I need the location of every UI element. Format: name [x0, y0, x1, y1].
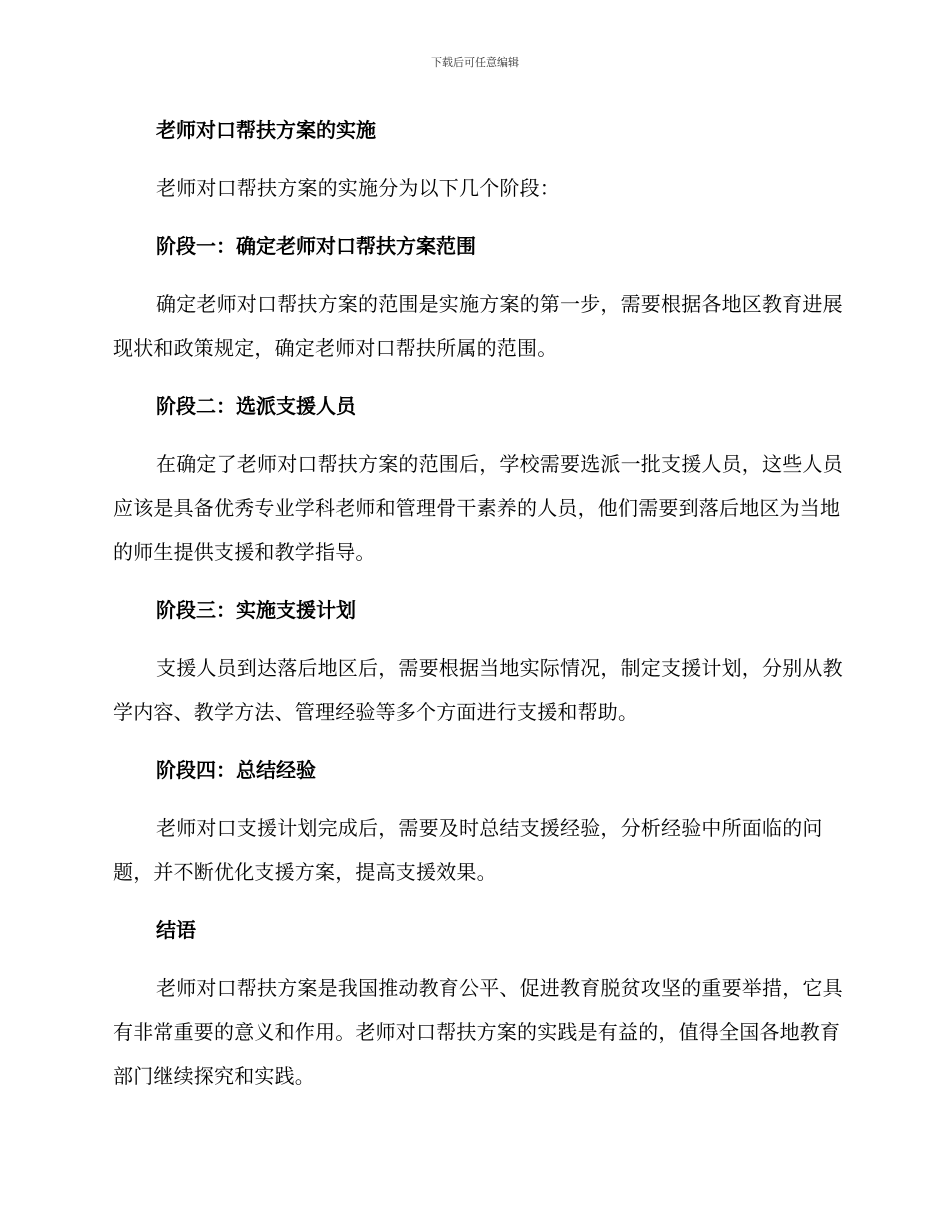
section-body-1: 确定老师对口帮扶方案的范围是实施方案的第一步，需要根据各地区教育进展现状和政策规定，确定老师对口帮扶所属的范围。	[113, 292, 843, 360]
section-body-4: 老师对口支援计划完成后，需要及时总结支援经验，分析经验中所面临的问题，并不断优化支援方案，提高支援效果。	[113, 816, 823, 884]
page-header-note: 下载后可任意编辑	[431, 56, 519, 69]
section-heading-4: 阶段四：总结经验	[156, 758, 316, 782]
section-body-2: 在确定了老师对口帮扶方案的范围后，学校需要选派一批支援人员，这些人员应该是具备优秀专业学科老师和管理骨干素养的人员，他们需要到落后地区为当地的师生提供支援和教学指导。	[113, 452, 843, 564]
section-heading-1: 阶段一：确定老师对口帮扶方案范围	[156, 234, 476, 258]
document-body	[113, 108, 843, 1112]
document-title: 老师对口帮扶方案的实施	[156, 118, 376, 142]
intro-paragraph: 老师对口帮扶方案的实施分为以下几个阶段：	[156, 176, 560, 200]
section-body-3: 支援人员到达落后地区后，需要根据当地实际情况，制定支援计划，分别从教学内容、教学方法、管理经验等多个方面进行支援和帮助。	[113, 656, 843, 724]
section-heading-3: 阶段三：实施支援计划	[156, 598, 356, 622]
conclusion-body: 老师对口帮扶方案是我国推动教育公平、促进教育脱贫攻坚的重要举措，它具有非常重要的意义和作用。老师对口帮扶方案的实践是有益的，值得全国各地教育部门继续探究和实践。	[113, 976, 843, 1088]
section-heading-2: 阶段二：选派支援人员	[156, 394, 356, 418]
conclusion-heading: 结语	[156, 918, 196, 942]
